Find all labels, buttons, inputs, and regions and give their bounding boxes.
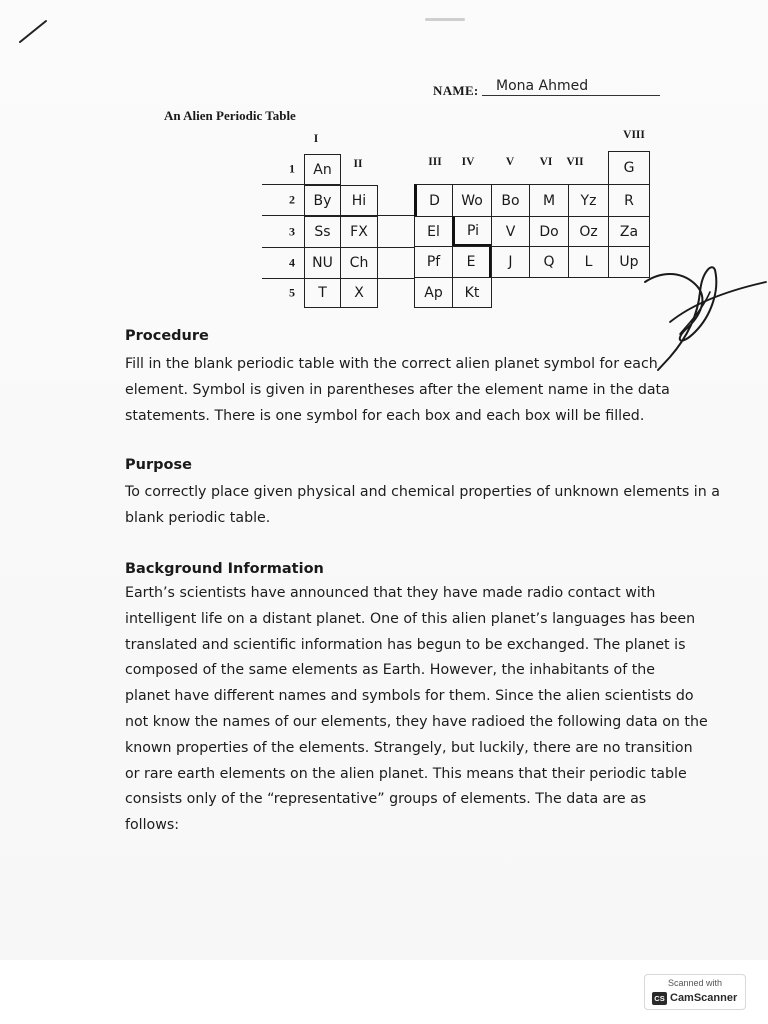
background-text [125,581,725,839]
element-cell-3-6[interactable]: Do [529,216,569,247]
element-cell-5-3[interactable]: Ap [414,277,453,308]
element-cell-2-5[interactable]: Bo [491,184,530,217]
group-header-1: I [313,133,319,145]
element-cell-2-2[interactable]: Hi [340,185,378,216]
element-cell-2-3[interactable]: D [414,184,453,217]
period-2-label: 2 [289,192,295,207]
scanned-with-text: Scanned with [667,978,723,988]
background-line: or rare earth elements on the alien planet. This means that their periodic table [125,765,687,782]
element-cell-3-2[interactable]: FX [340,216,378,248]
row-rule [378,215,414,216]
row-rule [378,278,414,279]
element-cell-4-6[interactable]: Q [529,246,569,278]
name-label: NAME: [433,83,479,98]
camscanner-logo-icon: CS [652,992,667,1005]
group-header-2: II [353,158,363,170]
element-cell-3-4[interactable]: Pi [452,216,492,247]
element-cell-3-5[interactable]: V [491,216,530,247]
procedure-text [125,352,725,429]
element-cell-5-1[interactable]: T [304,278,341,308]
element-cell-4-8[interactable]: Up [608,246,650,278]
group-header-3: III [428,156,442,168]
element-cell-5-4[interactable]: Kt [452,277,492,308]
period-1-label: 1 [289,161,295,176]
group-header-6: VI [539,156,553,168]
row-rule [262,215,304,216]
name-field[interactable]: Mona Ahmed [482,78,660,96]
background-heading: Background Information [125,561,324,577]
background-line: consists only of the “representative” groups of elements. The data are as [125,791,647,808]
scan-smudge [425,18,465,21]
camscanner-brand: CamScanner [670,992,738,1004]
procedure-heading: Procedure [125,328,209,344]
element-cell-2-6[interactable]: M [529,184,569,217]
element-cell-3-3[interactable]: El [414,216,453,247]
element-cell-4-1[interactable]: NU [304,247,341,279]
element-cell-2-1[interactable]: By [304,185,341,216]
background-line: intelligent life on a distant planet. One of this alien planet’s languages has been [125,610,696,627]
group-header-5: V [505,156,515,168]
element-cell-2-7[interactable]: Yz [568,184,609,217]
element-cell-4-4[interactable]: E [452,246,492,278]
period-4-label: 4 [289,255,295,270]
background-line: composed of the same elements as Earth. However, the inhabitants of the [125,662,656,679]
background-line: planet have different names and symbols for them. Since the alien scientists do [125,688,694,705]
element-cell-2-4[interactable]: Wo [452,184,492,217]
row-rule [262,278,304,279]
purpose-text [125,480,725,532]
procedure-line: element. Symbol is given in parentheses after the element name in the data [125,381,670,398]
row-rule [262,247,304,248]
element-cell-4-7[interactable]: L [568,246,609,278]
pen-stroke-mark [18,18,48,44]
element-cell-3-1[interactable]: Ss [304,216,341,248]
background-line: Earth’s scientists have announced that they have made radio contact with [125,585,656,601]
procedure-line: statements. There is one symbol for each box and each box will be filled. [125,407,645,424]
purpose-line: To correctly place given physical and chemical properties of unknown elements in a [125,484,720,500]
group-header-8: VIII [623,129,645,141]
page-title: An Alien Periodic Table [164,108,296,123]
background-line: translated and scientific information has begun to be exchanged. The planet is [125,636,686,653]
background-line: follows: [125,817,180,834]
background-line: known properties of the elements. Strangely, but luckily, there are no transition [125,739,693,756]
element-cell-1-1[interactable]: An [304,154,341,185]
period-5-label: 5 [289,285,295,300]
group-header-4: IV [461,156,475,168]
element-cell-3-7[interactable]: Oz [568,216,609,247]
element-cell-1-8[interactable]: G [608,151,650,185]
background-line: not know the names of our elements, they have radioed the following data on the [125,713,708,730]
procedure-line: Fill in the blank periodic table with the correct alien planet symbol for each [125,356,658,372]
element-cell-5-2[interactable]: X [340,278,378,308]
element-cell-2-8[interactable]: R [608,184,650,217]
group-header-7: VII [566,156,584,168]
row-rule [378,247,414,248]
purpose-heading: Purpose [125,457,192,473]
period-3-label: 3 [289,224,295,239]
camscanner-badge [644,974,746,1010]
element-cell-4-2[interactable]: Ch [340,247,378,279]
row-rule [262,184,304,185]
element-cell-3-8[interactable]: Za [608,216,650,247]
purpose-line: blank periodic table. [125,509,271,526]
element-cell-4-5[interactable]: J [491,246,530,278]
element-cell-4-3[interactable]: Pf [414,246,453,278]
